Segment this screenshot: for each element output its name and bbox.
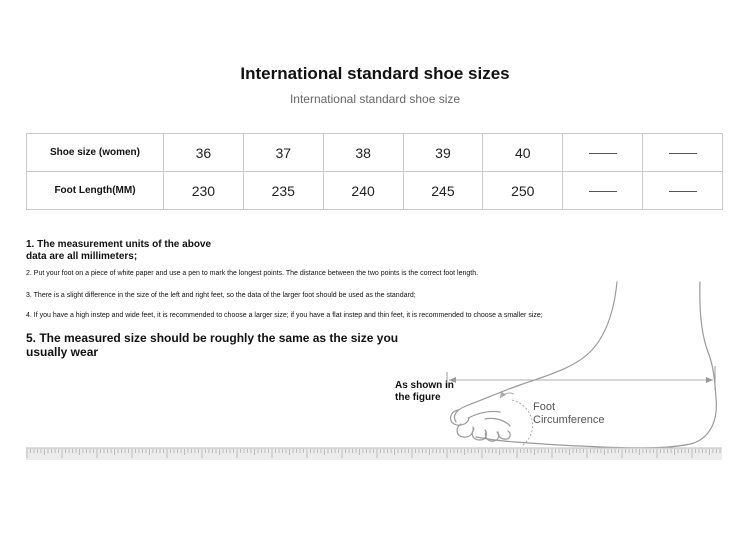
table-cell: 39 (403, 134, 483, 172)
ruler-scale (26, 448, 722, 460)
page-subtitle: International standard shoe size (289, 92, 461, 106)
note-larger-foot: 3. There is a slight difference in the size of the left and right feet, so the data of the larger foot should be used as the standard; (26, 292, 416, 299)
table-cell: 240 (323, 172, 403, 210)
table-cell: 230 (164, 172, 244, 210)
table-cell: 235 (243, 172, 323, 210)
note-usual-size: 5. The measured size should be roughly the same as the size you usually wear (26, 331, 399, 359)
table-cell: 40 (483, 134, 563, 172)
length-dimension-line (447, 366, 715, 390)
row-header-foot-length: Foot Length(MM) (27, 172, 164, 210)
length-label: As shown in the figure (395, 380, 454, 403)
note-instep: 4. If you have a high instep and wide feet, it is recommended to choose a larger size; if you have a flat instep and thin feet, it is recommended to choose a smaller size; (26, 312, 543, 319)
note-measure-method: 2. Put your foot on a piece of white paper and use a pen to mark the longest points. The distance between the two points is the correct foot length. (26, 270, 479, 277)
table-cell: 245 (403, 172, 483, 210)
table-cell: 250 (483, 172, 563, 210)
circumference-guide (500, 391, 533, 446)
circumference-label: Foot Circumference (533, 401, 605, 426)
table-cell: 37 (243, 134, 323, 172)
row-header-shoe-size: Shoe size (women) (27, 134, 164, 172)
note-units: 1. The measurement units of the above data are all millimeters; (26, 239, 212, 262)
table-cell: 38 (323, 134, 403, 172)
page-title: International standard shoe sizes (240, 64, 510, 83)
table-cell: 36 (164, 134, 244, 172)
